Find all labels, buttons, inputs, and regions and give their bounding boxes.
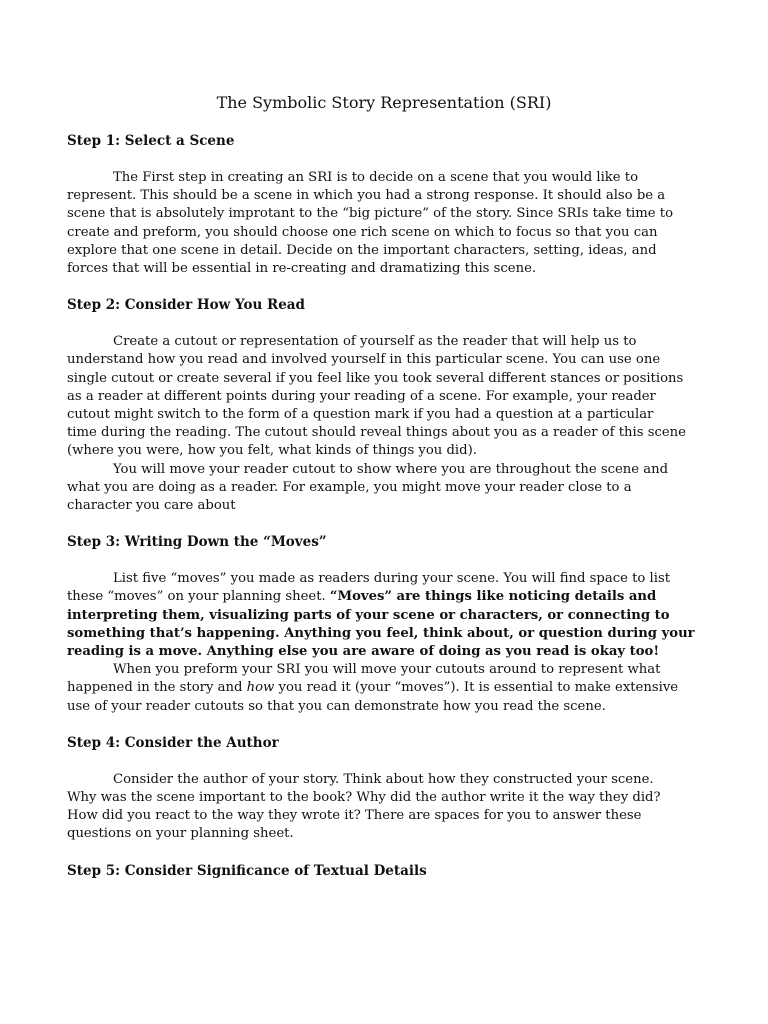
- paragraph-line: [67, 588, 667, 606]
- step-4-heading: Step 4: Consider the Author: [67, 734, 279, 751]
- paragraph-line: single cutout or create several if you feel like you took several different stances or positions: [67, 370, 684, 386]
- paragraph-line: character you care about: [67, 498, 236, 514]
- paragraph-text: these “moves” on your planning sheet.: [67, 589, 330, 605]
- step-1-heading: Step 1: Select a Scene: [67, 133, 235, 149]
- paragraph-line: [67, 607, 670, 625]
- paragraph-line: [67, 643, 667, 661]
- step-4-paragraph: [67, 771, 667, 844]
- paragraph-line: Consider the author of your story. Think about how they constructed your scene.: [113, 771, 654, 787]
- paragraph-line: You will move your reader cutout to show where you are throughout the scene and: [113, 461, 669, 477]
- paragraph-line: time during the reading. The cutout should reveal things about you as a reader of this scene: [67, 425, 686, 441]
- step-2-heading: Step 2: Consider How You Read: [67, 297, 305, 314]
- paragraph-line: List five “moves” you made as readers during your scene. You will find space to list: [113, 571, 671, 587]
- step-2-paragraph-1: [67, 333, 686, 460]
- step-1-paragraph: [67, 169, 674, 278]
- paragraph-line: The First step in creating an SRI is to decide on a scene that you would like to: [113, 170, 639, 185]
- paragraph-line: represent. This should be a scene in which you had a strong response. It should also be a: [67, 188, 666, 204]
- paragraph-line: cutout might switch to the form of a question mark if you had a question at a particular: [67, 407, 654, 423]
- paragraph-line: questions on your planning sheet.: [67, 826, 294, 842]
- italic-text: how: [246, 680, 275, 696]
- document-body: [67, 132, 695, 881]
- paragraph-line: How did you react to the way they wrote it? There are spaces for you to answer these: [67, 808, 642, 824]
- paragraph-line: Why was the scene important to the book? Why did the author write it the way they did?: [67, 790, 661, 806]
- paragraph-line: understand how you read and involved yourself in this particular scene. You can use one: [67, 352, 661, 368]
- paragraph-line: [67, 625, 695, 643]
- step-3-paragraph-1: [67, 570, 695, 661]
- paragraph-line: Create a cutout or representation of yourself as the reader that will help us to: [113, 334, 637, 350]
- paragraph-line: [67, 679, 679, 697]
- step-5-heading: Step 5: Consider Significance of Textual Details: [67, 862, 427, 879]
- emphasis-text: “Moves” are things like noticing details and: [329, 589, 657, 605]
- step-2-paragraph-2: [67, 461, 667, 516]
- paragraph-line: When you preform your SRI you will move your cutouts around to represent what: [113, 662, 661, 678]
- paragraph-line: use of your reader cutouts so that you can demonstrate how you read the scene.: [67, 698, 606, 714]
- emphasis-text: interpreting them, visualizing parts of your scene or characters, or connecting to: [67, 607, 670, 623]
- paragraph-line: forces that will be essential in re-creating and dramatizing this scene.: [67, 261, 537, 277]
- step-3-heading: Step 3: Writing Down the “Moves”: [67, 534, 327, 551]
- paragraph-line: scene that is absolutely improtant to the “big picture” of the story. Since SRIs take time to: [67, 206, 674, 222]
- paragraph-line: what you are doing as a reader. For example, you might move your reader close to a: [67, 479, 632, 495]
- emphasis-text: something that’s happening. Anything you feel, think about, or question during your: [67, 625, 695, 641]
- emphasis-text: reading is a move. Anything else you are aware of doing as you read is okay too!: [67, 644, 660, 660]
- step-3-paragraph-2: [67, 661, 679, 716]
- paragraph-line: (where you were, how you felt, what kinds of things you did).: [67, 443, 477, 459]
- document-title: The Symbolic Story Representation (SRI): [216, 93, 552, 112]
- paragraph-line: create and preform, you should choose one rich scene on which to focus so that you can: [67, 224, 658, 240]
- paragraph-line: as a reader at different points during your reading of a scene. For example, your reader: [67, 388, 656, 404]
- paragraph-text: happened in the story and: [67, 680, 247, 696]
- paragraph-line: explore that one scene in detail. Decide on the important characters, setting, ideas, and: [67, 242, 657, 258]
- paragraph-text: you read it (your “moves”). It is essential to make extensive: [274, 680, 679, 696]
